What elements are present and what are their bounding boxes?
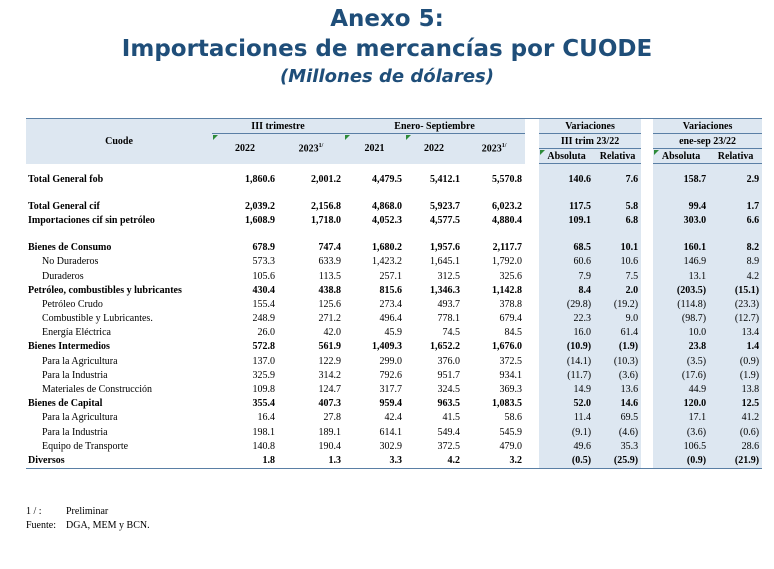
row-value: 407.3	[318, 398, 342, 410]
row-value: 355.4	[252, 398, 275, 410]
row-value: 372.5	[499, 355, 523, 367]
row-value: 430.4	[252, 284, 275, 296]
row-value: 146.9	[653, 255, 709, 269]
row-label: Duraderos	[42, 270, 84, 282]
row-value: 614.1	[379, 426, 403, 438]
row-value: 679.4	[499, 313, 523, 325]
row-value: 1,652.2	[430, 341, 461, 353]
row-value: 312.5	[437, 270, 461, 282]
row-value: (1.9)	[709, 368, 762, 382]
row-value: 16.4	[257, 412, 275, 424]
row-value: (10.3)	[594, 354, 641, 368]
row-value: (10.9)	[539, 340, 594, 354]
table-row	[26, 326, 762, 340]
row-value: 299.0	[379, 355, 403, 367]
row-value: 4,479.5	[372, 173, 403, 185]
row-value: 58.6	[504, 412, 523, 424]
header-2022-b: 2022	[405, 134, 463, 164]
row-value: 3.2	[463, 453, 525, 468]
row-label: Petróleo, combustibles y lubricantes	[28, 284, 182, 296]
row-value: 479.0	[499, 440, 523, 452]
row-value: 198.1	[252, 426, 275, 438]
row-value: 317.7	[379, 384, 403, 396]
row-value: 7.5	[594, 269, 641, 283]
row-value: 8.9	[709, 255, 762, 269]
row-value: 496.4	[379, 313, 403, 325]
row-value: 120.0	[653, 397, 709, 411]
row-value: 13.1	[653, 269, 709, 283]
row-value: 5.8	[594, 199, 641, 213]
row-value: 951.7	[437, 369, 461, 381]
row-label: Total General fob	[28, 173, 104, 185]
row-value: 105.6	[252, 270, 275, 282]
row-value: 1,645.1	[430, 256, 461, 268]
table-body	[26, 164, 762, 469]
row-value: 257.1	[379, 270, 403, 282]
header-cuode: Cuode	[26, 119, 212, 164]
imports-cuode-table	[26, 118, 762, 469]
header-variaciones-2: Variaciones	[653, 119, 762, 134]
row-value: (114.8)	[653, 297, 709, 311]
row-value: 137.0	[252, 355, 275, 367]
row-value: 4,880.4	[492, 214, 523, 226]
header-2023-b: $2023^{1/}$	[463, 134, 525, 164]
row-value: 314.2	[318, 369, 342, 381]
header-variaciones-1: Variaciones	[539, 119, 641, 134]
table-row	[26, 199, 762, 213]
row-value: (11.7)	[539, 368, 594, 382]
row-value: 158.7	[653, 172, 709, 186]
row-value: 815.6	[379, 284, 403, 296]
header-absoluta-2: Absoluta	[653, 149, 709, 164]
row-value: 2.0	[594, 283, 641, 297]
title-line-2: Importaciones de mercancías por CUODE	[121, 36, 653, 62]
row-value: 1,409.3	[372, 341, 403, 353]
row-value: 4,868.0	[372, 200, 403, 212]
row-label: Petróleo Crudo	[42, 298, 103, 310]
row-value: 271.2	[318, 313, 342, 325]
row-value: 303.0	[653, 213, 709, 227]
row-value: 124.7	[318, 384, 342, 396]
row-value: 2,156.8	[311, 200, 342, 212]
row-value: (0.6)	[709, 425, 762, 439]
header-2022-a: 2022	[212, 134, 278, 164]
table-row	[26, 269, 762, 283]
row-value: 6,023.2	[492, 200, 523, 212]
row-label: No Duraderos	[42, 256, 99, 268]
table-row	[26, 382, 762, 396]
row-value: (12.7)	[709, 312, 762, 326]
row-value: (0.9)	[653, 453, 709, 468]
row-value: 117.5	[539, 199, 594, 213]
row-value: (3.5)	[653, 354, 709, 368]
row-value: 792.6	[379, 369, 403, 381]
row-value: 369.3	[499, 384, 523, 396]
row-value: 4,577.5	[430, 214, 461, 226]
row-value: 41.5	[442, 412, 461, 424]
row-value: 140.8	[252, 440, 275, 452]
title-line-1: Anexo 5:	[330, 6, 444, 32]
row-value: 13.8	[709, 382, 762, 396]
row-label: Para la Industria	[42, 426, 108, 438]
row-value: 41.2	[709, 411, 762, 425]
table-row	[26, 340, 762, 354]
header-relativa-1: Relativa	[594, 149, 641, 164]
row-value: 934.1	[499, 369, 523, 381]
row-value: 35.3	[594, 439, 641, 453]
header-relativa-2: Relativa	[709, 149, 762, 164]
table-row	[26, 312, 762, 326]
table-row	[26, 368, 762, 382]
row-value: 572.8	[252, 341, 275, 353]
row-value: 17.1	[653, 411, 709, 425]
row-value: 963.5	[437, 398, 461, 410]
row-label: Bienes Intermedios	[28, 341, 110, 353]
row-value: 140.6	[539, 172, 594, 186]
row-value: 122.9	[318, 355, 342, 367]
row-value: 125.6	[318, 298, 342, 310]
row-value: 113.5	[318, 270, 342, 282]
row-value: 106.5	[653, 439, 709, 453]
row-value: 189.1	[318, 426, 342, 438]
row-label: Total General cif	[28, 200, 100, 212]
row-value: 1,860.6	[245, 173, 275, 185]
row-label: Combustible y Lubricantes.	[42, 313, 153, 325]
row-value: 1.4	[709, 340, 762, 354]
row-value: 633.9	[318, 256, 342, 268]
row-value: (15.1)	[709, 283, 762, 297]
row-value: (23.3)	[709, 297, 762, 311]
row-value: 372.5	[437, 440, 461, 452]
row-label: Diversos	[26, 453, 212, 468]
row-value: 325.9	[252, 369, 275, 381]
row-value: 45.9	[384, 327, 403, 339]
row-value: 2,117.7	[492, 242, 523, 254]
row-value: 573.3	[252, 256, 275, 268]
row-value: 16.0	[539, 326, 594, 340]
row-value: 9.0	[594, 312, 641, 326]
row-value: 2,039.2	[245, 200, 275, 212]
row-value: 678.9	[252, 242, 275, 254]
row-value: 61.4	[594, 326, 641, 340]
row-value: 561.9	[318, 341, 342, 353]
row-value: (14.1)	[539, 354, 594, 368]
row-value: 3.3	[344, 453, 405, 468]
row-value: 1,718.0	[311, 214, 342, 226]
row-value: 1,608.9	[245, 214, 275, 226]
row-value: 378.8	[499, 298, 523, 310]
row-value: 5,923.7	[430, 200, 461, 212]
table-row	[26, 172, 762, 186]
row-value: 438.8	[318, 284, 342, 296]
row-value: 68.5	[539, 241, 594, 255]
row-label: Materiales de Construcción	[42, 384, 152, 396]
row-label: Para la Agricultura	[42, 355, 118, 367]
row-value: 493.7	[437, 298, 461, 310]
row-value: (19.2)	[594, 297, 641, 311]
row-value: 28.6	[709, 439, 762, 453]
row-label: Energía Eléctrica	[42, 327, 111, 339]
table-row	[26, 241, 762, 255]
row-value: 747.4	[318, 242, 342, 254]
row-value: (3.6)	[594, 368, 641, 382]
table-row	[26, 425, 762, 439]
row-value: (25.9)	[594, 453, 641, 468]
row-value: (1.9)	[594, 340, 641, 354]
row-value: 1,142.8	[492, 284, 523, 296]
row-value: (29.8)	[539, 297, 594, 311]
row-value: 1.7	[709, 199, 762, 213]
row-value: 2.9	[709, 172, 762, 186]
row-value: 248.9	[252, 313, 275, 325]
row-value: 12.5	[709, 397, 762, 411]
title-units: (Millones de dólares)	[280, 66, 494, 87]
row-value: 14.6	[594, 397, 641, 411]
footnote-preliminar: 1 / : Preliminar	[26, 506, 109, 517]
row-value: 376.0	[437, 355, 461, 367]
row-value: 8.4	[539, 283, 594, 297]
row-value: 1,676.0	[492, 341, 523, 353]
row-value: 52.0	[539, 397, 594, 411]
row-value: 545.9	[499, 426, 523, 438]
row-value: 14.9	[539, 382, 594, 396]
row-value: 1,957.6	[430, 242, 461, 254]
table-row	[26, 213, 762, 227]
row-value: 10.6	[594, 255, 641, 269]
row-value: 74.5	[442, 327, 461, 339]
table-row	[26, 439, 762, 453]
table-row	[26, 411, 762, 425]
row-value: 6.6	[709, 213, 762, 227]
row-value: 4,052.3	[372, 214, 403, 226]
row-label: Bienes de Capital	[28, 398, 103, 410]
row-value: (0.5)	[539, 453, 594, 468]
row-label: Para la Agricultura	[42, 412, 118, 424]
row-value: 11.4	[539, 411, 594, 425]
table-row	[26, 354, 762, 368]
row-value: (4.6)	[594, 425, 641, 439]
header-enero-septiembre: Enero- Septiembre	[344, 119, 525, 134]
row-value: 109.1	[539, 213, 594, 227]
row-label: Equipo de Transporte	[42, 440, 129, 452]
row-value: 778.1	[437, 313, 461, 325]
table-row	[26, 255, 762, 269]
row-value: 23.8	[653, 340, 709, 354]
table-row	[26, 453, 762, 468]
row-value: 27.8	[323, 412, 342, 424]
row-value: 1,680.2	[372, 242, 403, 254]
row-value: 49.6	[539, 439, 594, 453]
header-2023-a: $2023^{1/}$	[278, 134, 344, 164]
row-value: 42.4	[384, 412, 403, 424]
row-value: 8.2	[709, 241, 762, 255]
row-value: 22.3	[539, 312, 594, 326]
row-value: 2,001.2	[311, 173, 342, 185]
row-value: 324.5	[437, 384, 461, 396]
row-value: (203.5)	[653, 283, 709, 297]
row-value: 13.4	[709, 326, 762, 340]
row-value: 1,083.5	[492, 398, 523, 410]
row-value: (98.7)	[653, 312, 709, 326]
row-value: 99.4	[653, 199, 709, 213]
header-iii-trimestre: III trimestre	[212, 119, 344, 134]
row-value: 549.4	[437, 426, 461, 438]
row-value: 190.4	[318, 440, 342, 452]
header-2021: 2021	[344, 134, 405, 164]
row-value: 5,570.8	[492, 173, 523, 185]
row-value: 6.8	[594, 213, 641, 227]
table-row	[26, 297, 762, 311]
row-value: 1,423.2	[372, 256, 403, 268]
row-value: 60.6	[539, 255, 594, 269]
row-value: 26.0	[257, 327, 275, 339]
row-label: Bienes de Consumo	[28, 242, 112, 254]
row-value: 5,412.1	[430, 173, 461, 185]
header-sub-var-2: ene-sep 23/22	[653, 134, 762, 149]
row-value: (3.6)	[653, 425, 709, 439]
row-value: 69.5	[594, 411, 641, 425]
footnote-fuente: Fuente: DGA, MEM y BCN.	[26, 520, 150, 531]
row-value: 160.1	[653, 241, 709, 255]
row-value: 13.6	[594, 382, 641, 396]
row-value: 1,792.0	[492, 256, 523, 268]
row-value: (21.9)	[709, 453, 762, 468]
row-value: 10.1	[594, 241, 641, 255]
row-value: 325.6	[499, 270, 523, 282]
row-value: 7.9	[539, 269, 594, 283]
row-value: 959.4	[379, 398, 403, 410]
row-value: 1,346.3	[430, 284, 461, 296]
table-row	[26, 283, 762, 297]
row-value: 1.8	[212, 453, 278, 468]
row-value: 302.9	[379, 440, 403, 452]
row-label: Importaciones cif sin petróleo	[28, 214, 155, 226]
row-value: 155.4	[252, 298, 275, 310]
row-label: Para la Industria	[42, 369, 108, 381]
row-value: 273.4	[379, 298, 403, 310]
row-value: 7.6	[594, 172, 641, 186]
row-value: 42.0	[323, 327, 342, 339]
row-value: 1.3	[278, 453, 344, 468]
header-absoluta-1: Absoluta	[539, 149, 594, 164]
row-value: 44.9	[653, 382, 709, 396]
row-value: (9.1)	[539, 425, 594, 439]
header-sub-var-1: III trim 23/22	[539, 134, 641, 149]
table-row	[26, 397, 762, 411]
row-value: 4.2	[405, 453, 463, 468]
row-value: (17.6)	[653, 368, 709, 382]
row-value: (0.9)	[709, 354, 762, 368]
row-value: 109.8	[252, 384, 275, 396]
row-value: 4.2	[709, 269, 762, 283]
row-value: 84.5	[504, 327, 523, 339]
row-value: 10.0	[653, 326, 709, 340]
